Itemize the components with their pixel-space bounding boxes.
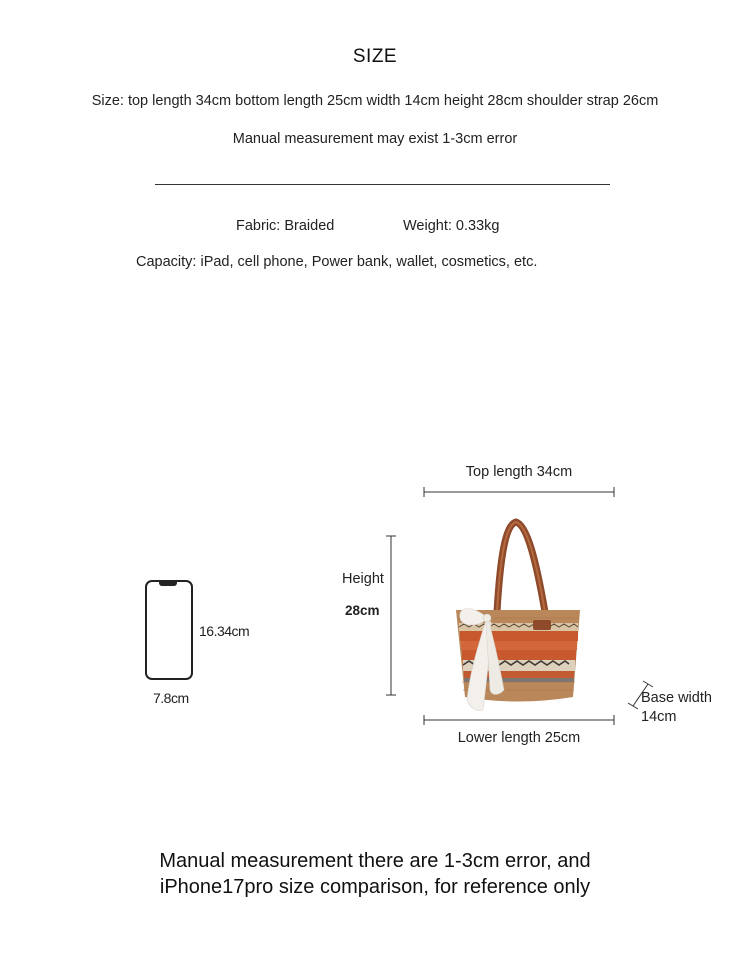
size-description: Size: top length 34cm bottom length 25cm width 14cm height 28cm shoulder strap 26cm (91, 93, 659, 109)
straw-bag-image (456, 522, 580, 711)
top-length-dimension-line (424, 487, 614, 497)
measurement-note: Manual measurement may exist 1-3cm error (232, 131, 518, 147)
lower-length-label: Lower length 25cm (457, 730, 581, 746)
height-label: Height (342, 571, 384, 587)
phone-height-label: 16.34cm (199, 623, 250, 639)
top-length-label: Top length 34cm (465, 464, 573, 480)
footnote-line2: iPhone17pro size comparison, for reference only (159, 876, 591, 898)
height-value: 28cm (345, 603, 380, 618)
height-dimension-line (386, 536, 396, 695)
weight-spec: Weight: 0.33kg (403, 218, 500, 234)
base-width-label (641, 689, 712, 727)
lower-length-dimension-line (424, 715, 614, 725)
fabric-spec: Fabric: Braided (236, 218, 335, 234)
page-title: SIZE (352, 46, 398, 67)
phone-width-label: 7.8cm (153, 690, 189, 706)
base-width-label-line2: 14cm (641, 709, 677, 725)
footnote-line1: Manual measurement there are 1-3cm error, and (159, 850, 591, 872)
footnote (0, 848, 750, 900)
base-width-label-line1: Base width (641, 690, 712, 706)
capacity-spec: Capacity: iPad, cell phone, Power bank, wallet, cosmetics, etc. (136, 254, 538, 270)
